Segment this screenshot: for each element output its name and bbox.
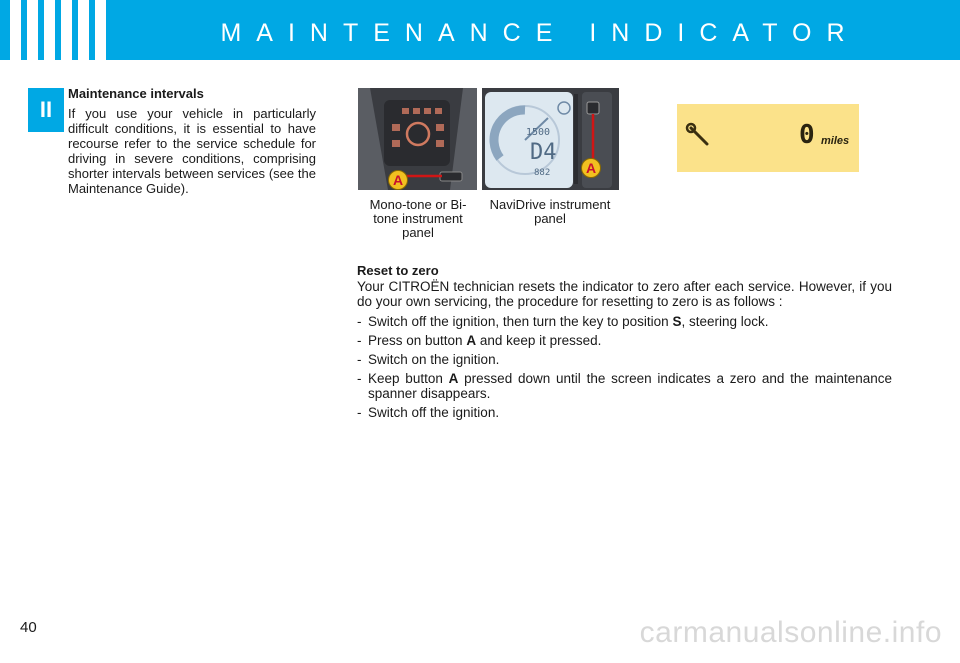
reset-to-zero-section — [357, 263, 892, 424]
navidrive-panel-image — [482, 88, 619, 190]
reset-steps-list — [357, 314, 892, 420]
chapter-tab: II — [28, 88, 64, 132]
display-value: 0 — [799, 120, 815, 150]
maintenance-intervals-section — [68, 86, 316, 196]
navi-readout-gear: D4 — [530, 140, 557, 165]
button-a-badge: A — [581, 158, 601, 178]
reset-intro: Your CITROËN technician resets the indicator to zero after each service. However, if you do your own servicing, the procedure for resetting to zero is as follows : — [357, 279, 892, 309]
watermark: carmanualsonline.info — [639, 616, 942, 649]
header-stripes — [10, 0, 106, 60]
header-bar — [0, 0, 960, 60]
navi-readout-top: 1500 — [526, 127, 551, 138]
button-a-badge: A — [388, 170, 408, 190]
page-number: 40 — [20, 619, 37, 636]
mono-tone-panel-image — [358, 88, 477, 190]
list-item: - Switch on the ignition. — [357, 352, 500, 367]
reset-heading: Reset to zero — [357, 263, 439, 278]
maintenance-display-image — [677, 104, 859, 172]
maintenance-intervals-heading: Maintenance intervals — [68, 86, 204, 101]
maintenance-intervals-text: If you use your vehicle in particularly difficult conditions, it is essential to have recourse refer to the service schedule for driving in severe conditions, comprising shorter intervals between services (see the Maintenance Guide). — [68, 106, 316, 196]
mono-tone-caption: Mono-tone or Bi-tone instrument panel — [369, 197, 467, 240]
navi-readout-bottom: 882 — [534, 168, 551, 178]
list-item: - Switch off the ignition. — [357, 405, 500, 420]
spanner-icon — [687, 124, 707, 144]
list-item: - Keep button A pressed down until the screen indicates a zero and the maintenance spanner disappears. — [357, 371, 892, 401]
page-title: MAINTENANCE INDICATOR — [220, 19, 860, 47]
list-item: - Press on button A and keep it pressed. — [357, 333, 602, 348]
list-item: - Switch off the ignition, then turn the key to position S, steering lock. — [357, 314, 769, 329]
display-unit: miles — [821, 135, 850, 147]
navidrive-caption: NaviDrive instrument panel — [489, 197, 611, 226]
